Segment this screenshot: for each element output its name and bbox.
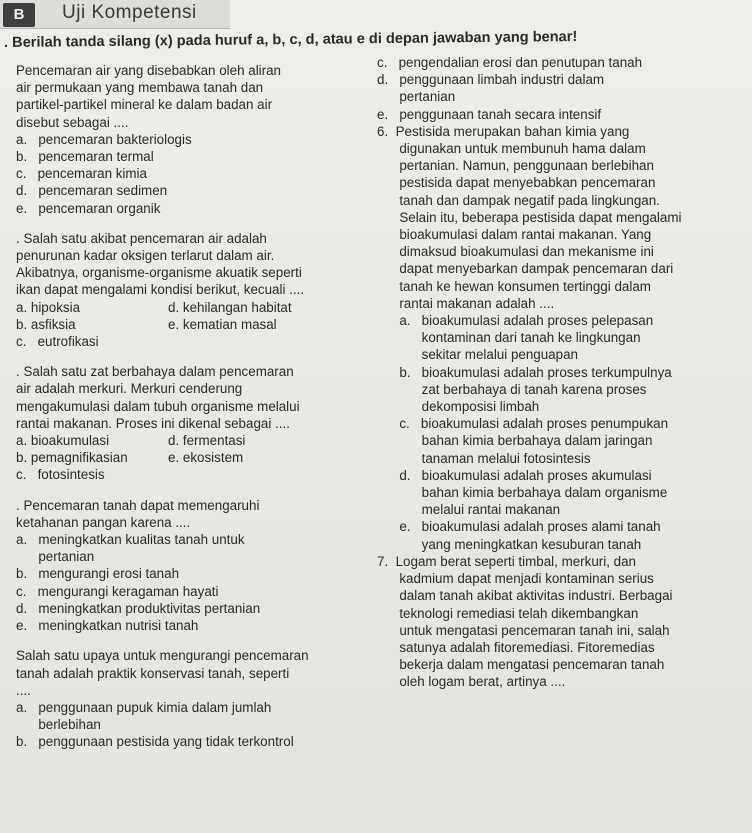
question-line: dalam tanah akibat aktivitas industri. Berbagai [377, 588, 673, 604]
question-line: bekerja dalam mengatasi pencemaran tanah [377, 657, 665, 673]
option-line[interactable]: c. bioakumulasi adalah proses penumpukan [377, 416, 669, 432]
option-line[interactable]: d. bioakumulasi adalah proses akumulasi [377, 467, 652, 483]
question-line: dapat menyebarkan dampak pencemaran dari [377, 261, 674, 277]
question-line: pertanian. Namun, penggunaan berlebihan [377, 158, 654, 174]
option-line[interactable]: b. penggunaan pestisida yang tidak terkontrol [16, 734, 294, 750]
option-line[interactable]: e. pencemaran organik [16, 200, 161, 216]
option-line[interactable]: d. penggunaan limbah industri dalam [377, 72, 605, 88]
question-line: rantai makanan. Proses ini dikenal sebagai .... [16, 415, 290, 431]
option-text[interactable]: a. hipoksia [16, 299, 81, 315]
option-text[interactable]: a. bioakumulasi [16, 433, 110, 449]
option-line[interactable]: yang meningkatkan kesuburan tanah [377, 536, 642, 552]
question-line: digunakan untuk membunuh hama dalam [377, 141, 646, 157]
option-line[interactable]: d. pencemaran sedimen [16, 183, 168, 199]
question-line: tanah ke hewan konsumen tertinggi dalam [377, 278, 651, 294]
question-gap [16, 217, 361, 230]
left-column [16, 62, 361, 751]
question-line: rantai makanan adalah .... [377, 295, 555, 311]
question-line: Akibatnya, organisme-organisme akuatik seperti [16, 265, 302, 281]
question-line: . Pencemaran tanah dapat memengaruhi [16, 497, 260, 513]
question-line: pestisida dapat menyebabkan pencemaran [377, 175, 656, 191]
question-line: . Salah satu zat berbahaya dalam pencemaran [16, 364, 294, 380]
question-line: bioakumulasi dalam rantai makanan. Yang [377, 227, 652, 243]
option-line[interactable]: c. fotosintesis [16, 467, 105, 483]
option-line[interactable]: a. penggunaan pupuk kimia dalam jumlah [16, 699, 272, 715]
option-line[interactable]: c. pengendalian erosi dan penutupan tanah [377, 55, 643, 70]
question-line: teknologi remediasi telah dikembangkan [377, 605, 639, 621]
option-line[interactable]: kontaminan dari tanah ke lingkungan [377, 330, 641, 346]
option-text[interactable]: e. ekosistem [168, 450, 244, 466]
option-line[interactable]: berlebihan [16, 717, 101, 733]
question-line: Selain itu, beberapa pestisida dapat mengalami [377, 209, 682, 225]
option-line[interactable]: b. mengurangi erosi tanah [16, 566, 180, 582]
option-line[interactable]: e. bioakumulasi adalah proses alami tanah [377, 519, 661, 535]
option-line[interactable]: c. eutrofikasi [16, 334, 99, 350]
option-line[interactable]: e. penggunaan tanah secara intensif [377, 106, 602, 122]
section-badge: B [3, 3, 35, 27]
question-line: disebut sebagai .... [16, 114, 129, 130]
option-pair [16, 449, 361, 466]
question-line: ikan dapat mengalami kondisi berikut, kecuali .... [16, 282, 305, 298]
option-line[interactable]: bahan kimia berbahaya dalam jaringan [377, 433, 653, 449]
question-line: tanah adalah praktik konservasi tanah, seperti [16, 665, 290, 681]
question-line: mengakumulasi dalam tubuh organisme melalui [16, 398, 300, 414]
question-line: Salah satu upaya untuk mengurangi pencemaran [16, 648, 309, 664]
option-line[interactable]: pertanian [16, 549, 95, 565]
question-gap [16, 634, 361, 647]
option-line[interactable]: c. pencemaran kimia [16, 166, 147, 182]
option-text[interactable]: b. pemagnifikasian [16, 450, 128, 466]
option-line[interactable]: dekomposisi limbah [377, 399, 540, 415]
option-line[interactable]: e. meningkatkan nutrisi tanah [16, 618, 199, 634]
question-line: .... [16, 682, 31, 698]
question-line: satunya adalah fitoremediasi. Fitoremedias [377, 639, 655, 655]
option-line[interactable]: sekitar melalui penguapan [377, 347, 578, 363]
question-line: oleh logam berat, artinya .... [377, 674, 566, 690]
right-column [377, 54, 749, 691]
question-line: tanah dan dampak negatif pada lingkungan. [377, 192, 660, 208]
section-header [0, 0, 230, 29]
question-gap [16, 484, 361, 497]
question-line: untuk mengatasi pencemaran tanah ini, salah [377, 622, 670, 638]
question-line: . Salah satu akibat pencemaran air adalah [16, 230, 267, 246]
option-line[interactable]: zat berbahaya di tanah karena proses [377, 381, 647, 397]
option-text[interactable]: d. fermentasi [168, 433, 246, 449]
question-line: 6. Pestisida merupakan bahan kimia yang [377, 123, 630, 139]
option-text[interactable]: e. kematian masal [168, 316, 277, 332]
question-line: Pencemaran air yang disebabkan oleh aliran [16, 63, 282, 78]
option-line[interactable]: b. bioakumulasi adalah proses terkumpulnya [377, 364, 672, 380]
option-line[interactable]: tanaman melalui fotosintesis [377, 450, 591, 466]
question-line: ketahanan pangan karena .... [16, 514, 191, 530]
option-line[interactable]: bahan kimia berbahaya dalam organisme [377, 485, 668, 501]
option-text[interactable]: b. asfiksia [16, 316, 76, 332]
instruction-text: . Berilah tanda silang (x) pada huruf a, b, c, d, atau e di depan jawaban yang benar! [3, 28, 578, 51]
option-line[interactable]: pertanian [377, 89, 456, 105]
option-text[interactable]: d. kehilangan habitat [168, 299, 292, 315]
option-pair [16, 432, 361, 449]
question-line: penurunan kadar oksigen terlarut dalam air. [16, 248, 275, 264]
question-line: air adalah merkuri. Merkuri cenderung [16, 381, 243, 397]
section-title: Uji Kompetensi [62, 2, 197, 23]
option-line[interactable]: melalui rantai makanan [377, 502, 561, 518]
question-line: dimaksud bioakumulasi dan mekanisme ini [377, 244, 654, 260]
option-pair [16, 316, 361, 333]
question-line: 7. Logam berat seperti timbal, merkuri, dan [377, 553, 637, 569]
option-pair [16, 299, 361, 316]
option-line[interactable]: c. mengurangi keragaman hayati [16, 583, 219, 599]
question-line: air permukaan yang membawa tanah dan [16, 80, 264, 96]
option-line[interactable]: a. bioakumulasi adalah proses pelepasan [377, 313, 654, 329]
question-line: kadmium dapat menjadi kontaminan serius [377, 571, 654, 587]
option-line[interactable]: a. meningkatkan kualitas tanah untuk [16, 532, 245, 548]
question-line: partikel-partikel mineral ke dalam badan air [16, 97, 273, 113]
question-gap [16, 350, 361, 363]
option-line[interactable]: d. meningkatkan produktivitas pertanian [16, 600, 261, 616]
option-line[interactable]: b. pencemaran termal [16, 149, 154, 165]
option-line[interactable]: a. pencemaran bakteriologis [16, 131, 192, 147]
